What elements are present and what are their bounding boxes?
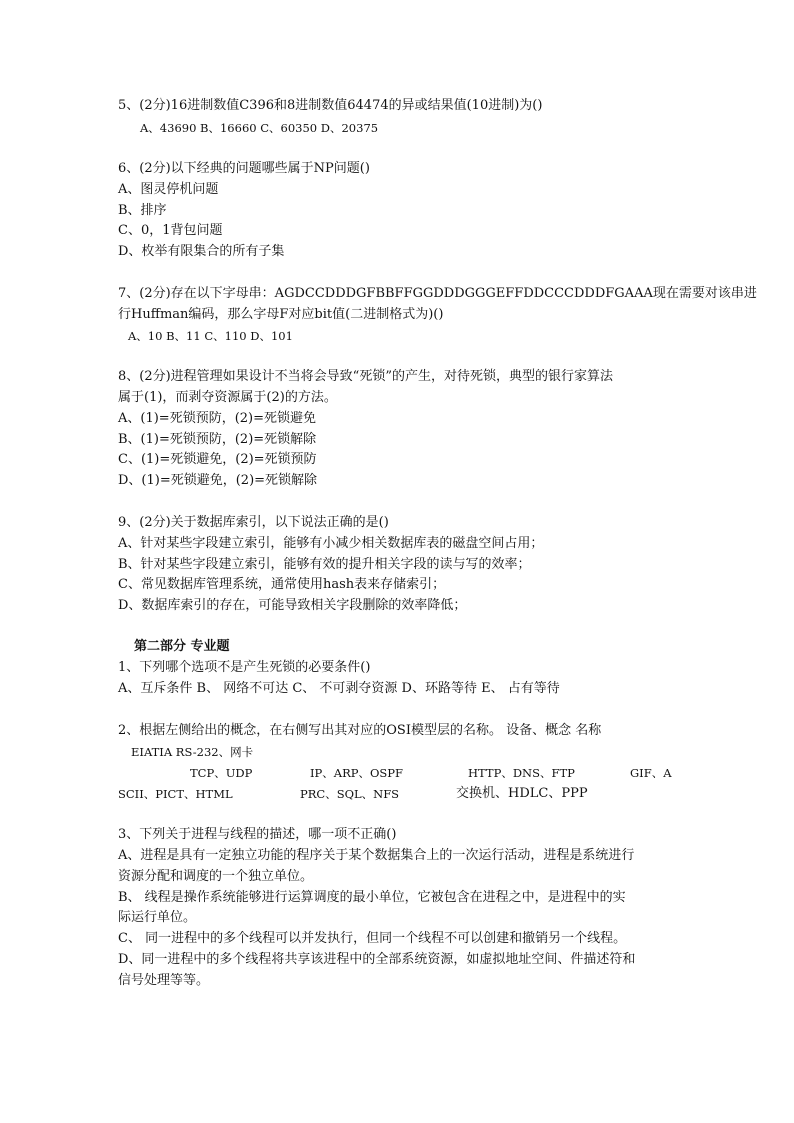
p2-row3-col2: PRC、SQL、NFS [300,787,400,801]
q8-option-a: A、(1)=死锁预防，(2)=死锁避免 [118,411,317,426]
p3-option-b-line2: 际运行单位。 [118,910,197,925]
q9-option-d: D、数据库索引的存在，可能导致相关字段删除的效率降低； [118,598,467,613]
q8-option-c: C、(1)=死锁避免，(2)=死锁预防 [118,452,317,467]
q9-stem: 9、(2分)关于数据库索引，以下说法正确的是() [118,515,389,530]
part2-title: 第二部分 专业题 [134,639,230,654]
q9-option-b: B、针对某些字段建立索引，能够有效的提升相关字段的读与写的效率； [118,557,531,572]
p2-row3-col1: SCII、PICT、HTML [118,787,233,801]
q6-stem: 6、(2分)以下经典的问题哪些属于NP问题() [118,161,370,176]
q5-options: A、43690 B、16660 C、60350 D、20375 [140,121,379,135]
q8-option-b: B、(1)=死锁预防，(2)=死锁解除 [118,432,317,447]
q6-option-a: A、图灵停机问题 [118,182,219,197]
q8-stem-line1: 8、(2分)进程管理如果设计不当将会导致“死锁”的产生，对待死锁，典型的银行家算法 [118,369,613,384]
p2-stem: 2、根据左侧给出的概念，在右侧写出其对应的OSI模型层的名称。 设备、概念 名称 [118,723,602,738]
q6-option-b: B、排序 [118,203,167,218]
q6-option-c: C、0，1背包问题 [118,223,223,238]
p1-options: A、互斥条件 B、 网络不可达 C、 不可剥夺资源 D、环路等待 E、 占有等待 [118,681,560,696]
p2-row3-col3: 交换机、HDLC、PPP [456,786,588,801]
q7-stem-line2: 行Huffman编码，那么字母F对应bit值(二进制格式为)() [118,307,444,322]
q9-option-a: A、针对某些字段建立索引，能够有小减少相关数据库表的磁盘空间占用； [118,536,544,551]
q8-stem-line2: 属于(1)，而剥夺资源属于(2)的方法。 [118,390,337,405]
q8-option-d: D、(1)=死锁避免，(2)=死锁解除 [118,473,318,488]
q7-options: A、10 B、11 C、110 D、101 [128,329,293,343]
p2-line1: EIATIA RS-232、网卡 [131,745,254,759]
p2-row2-col3: HTTP、DNS、FTP [468,766,575,780]
p2-row2-col1: TCP、UDP [190,766,253,780]
p3-option-d-line1: D、同一进程中的多个线程将共享该进程中的全部系统资源，如虚拟地址空间、件描述符和 [118,952,636,967]
q5-stem: 5、(2分)16进制数值C396和8进制数值64474的异或结果值(10进制)为() [118,98,543,113]
p2-row2-col4: GIF、A [630,766,672,780]
p2-row2-col2: IP、ARP、OSPF [310,766,404,780]
p3-option-a-line2: 资源分配和调度的一个独立单位。 [118,869,314,884]
p3-option-c: C、 同一进程中的多个线程可以并发执行，但同一个线程不可以创建和撤销另一个线程。 [118,931,627,946]
q9-option-c: C、常见数据库管理系统，通常使用hash表来存储索引； [118,577,446,592]
p1-stem: 1、下列哪个选项不是产生死锁的必要条件() [118,660,371,675]
p3-option-a-line1: A、进程是具有一定独立功能的程序关于某个数据集合上的一次运行活动，进程是系统进行 [118,848,635,863]
p3-option-d-line2: 信号处理等等。 [118,973,210,988]
q6-option-d: D、枚举有限集合的所有子集 [118,244,285,259]
p3-option-b-line1: B、 线程是操作系统能够进行运算调度的最小单位，它被包含在进程之中，是进程中的实 [118,890,626,905]
p3-stem: 3、下列关于进程与线程的描述，哪一项不正确() [118,827,397,842]
q7-stem-line1: 7、(2分)存在以下字母串：AGDCCDDDGFBBFFGGDDDGGGEFFDDCCCDDDFGAAA现在需要对该串进 [118,286,757,301]
